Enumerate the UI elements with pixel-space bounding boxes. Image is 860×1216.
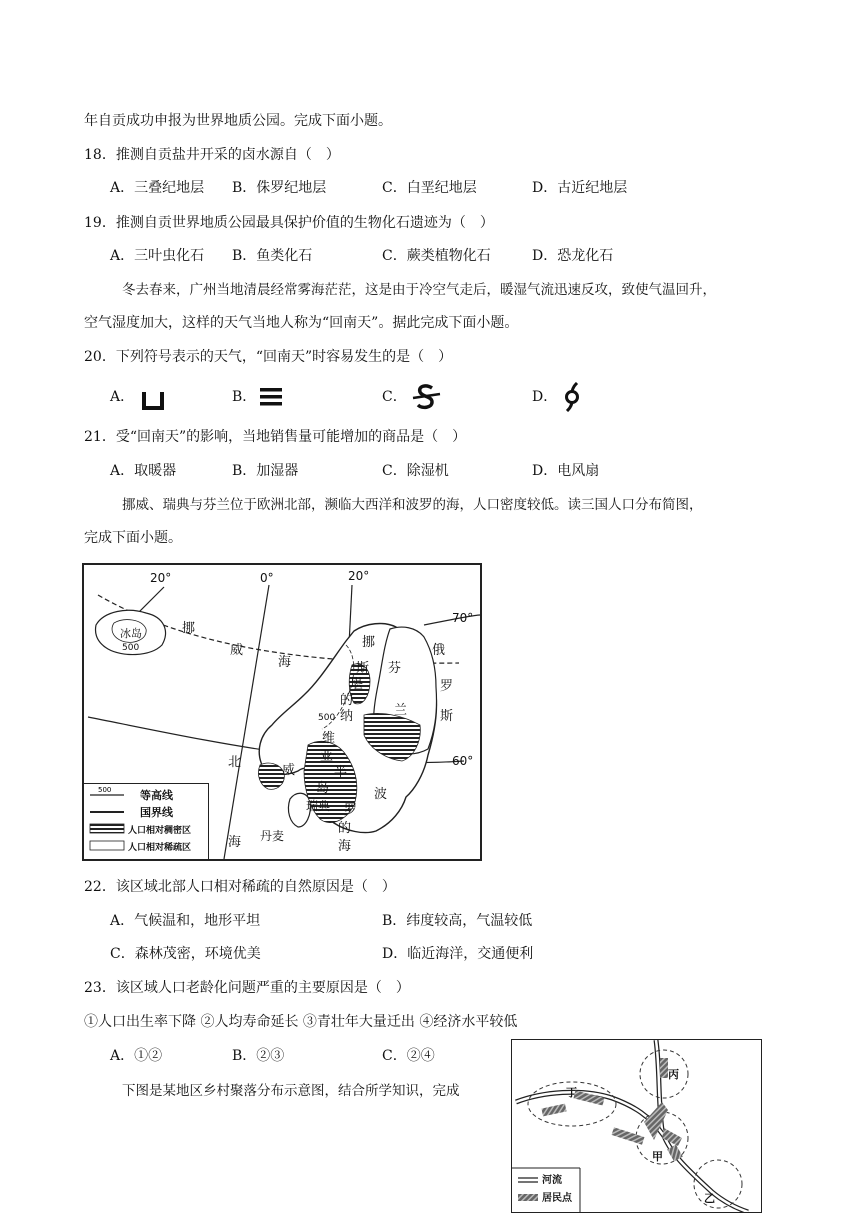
- q23-option-c[interactable]: C．②④: [382, 1048, 435, 1064]
- q19-option-b[interactable]: B．鱼类化石: [232, 248, 313, 264]
- q23-option-a[interactable]: A．①②: [110, 1048, 163, 1064]
- norway-label: 挪: [362, 635, 376, 650]
- legend-contour-label: 等高线: [140, 789, 173, 802]
- settlement-label-bing: 丙: [668, 1068, 679, 1081]
- typhoon-icon: [562, 382, 582, 412]
- norwegian-sea-label-1: 挪: [182, 621, 196, 636]
- legend-dense-label: 人口相对稠密区: [128, 826, 192, 836]
- settlement-label-ding: 丁: [566, 1086, 577, 1099]
- q23-option-b[interactable]: B．②③: [232, 1048, 285, 1064]
- sand-dust-icon: [140, 386, 166, 412]
- longitude-label-20w: 20°: [150, 571, 172, 585]
- q20-option-d[interactable]: D．: [532, 389, 558, 405]
- question-21-stem: 21．受“回南天”的影响，当地销售量可能增加的商品是（ ）: [84, 429, 467, 445]
- intro-tail: 年自贡成功申报为世界地质公园。完成下面小题。: [84, 113, 392, 129]
- scandinavia-contour-value: 500: [318, 713, 336, 723]
- iceland-contour-value: 500: [122, 643, 140, 653]
- q20-option-c[interactable]: C．: [382, 389, 407, 405]
- finland-label-2: 兰: [394, 703, 408, 718]
- baltic-sea-label-2: 罗: [344, 803, 358, 818]
- sweden-label: 瑞典: [306, 799, 331, 813]
- denmark-label: 丹麦: [260, 829, 285, 843]
- iceland-label: 冰岛: [120, 627, 142, 640]
- longitude-label-20e: 20°: [348, 569, 370, 583]
- q19-option-d[interactable]: D．恐龙化石: [532, 248, 614, 264]
- latitude-label-60: 60°: [452, 754, 474, 768]
- question-20-stem: 20．下列符号表示的天气，“回南天”时容易发生的是（ ）: [84, 349, 453, 365]
- russia-label-1: 俄: [432, 643, 446, 658]
- question-23-stem: 23．该区域人口老龄化问题严重的主要原因是（ ）: [84, 980, 410, 996]
- passage-3-line-1: 挪威、瑞典与芬兰位于欧洲北部，濒临大西洋和波罗的海，人口密度较低。读三国人口分布简图，: [122, 497, 703, 513]
- north-sea-label-2: 海: [228, 835, 242, 850]
- question-18-stem: 18．推测自贡盐井开采的卤水源自（ ）: [84, 147, 340, 163]
- q21-option-c[interactable]: C．除湿机: [382, 463, 449, 479]
- rural-settlement-map: [511, 1039, 762, 1213]
- q21-option-d[interactable]: D．电风扇: [532, 463, 600, 479]
- scandinavia-label-7: 半: [334, 765, 348, 780]
- baltic-sea-label-3: 的: [338, 821, 352, 836]
- legend-settlement-label: 居民点: [542, 1193, 572, 1204]
- legend-sparse-label: 人口相对稀疏区: [128, 843, 192, 853]
- q19-option-c[interactable]: C．蕨类植物化石: [382, 248, 491, 264]
- q21-option-b[interactable]: B．加湿器: [232, 463, 299, 479]
- q22-option-d[interactable]: D．临近海洋，交通便利: [382, 946, 534, 962]
- legend-river-label: 河流: [542, 1175, 562, 1186]
- q18-option-c[interactable]: C．白垩纪地层: [382, 180, 477, 196]
- norwegian-sea-label-2: 威: [230, 643, 244, 658]
- svg-text:500: 500: [98, 786, 112, 794]
- scandinavia-label-3: 的: [340, 693, 354, 708]
- scandinavia-label-5: 维: [322, 731, 336, 746]
- scandinavia-label-6: 亚: [320, 749, 334, 764]
- q20-option-a[interactable]: A．: [110, 389, 135, 405]
- nordic-population-map: [82, 563, 482, 861]
- finland-label-1: 芬: [388, 661, 402, 676]
- q18-option-b[interactable]: B．侏罗纪地层: [232, 180, 327, 196]
- legend-border-label: 国界线: [140, 806, 173, 819]
- longitude-label-0: 0°: [260, 571, 274, 585]
- q22-option-c[interactable]: C．森林茂密，环境优美: [110, 946, 261, 962]
- q20-option-b[interactable]: B．: [232, 389, 257, 405]
- fog-icon: [258, 384, 284, 410]
- q21-option-a[interactable]: A．取暖器: [110, 463, 177, 479]
- passage-2-line-1: 冬去春来，广州当地清晨经常雾海茫茫，这是由于冷空气走后，暖湿气流迅速反攻，致使气温回升，: [122, 282, 716, 298]
- sandstorm-icon: [410, 382, 442, 412]
- question-22-stem: 22．该区域北部人口相对稀疏的自然原因是（ ）: [84, 879, 396, 895]
- settlement-label-yi: 乙: [704, 1192, 715, 1205]
- passage-2-line-2: 空气湿度加大，这样的天气当地人称为“回南天”。据此完成下面小题。: [84, 315, 519, 331]
- question-19-stem: 19．推测自贡世界地质公园最具保护价值的生物化石遗迹为（ ）: [84, 215, 494, 231]
- scandinavia-label-2: 堪: [350, 677, 364, 692]
- baltic-sea-label-4: 海: [338, 839, 352, 854]
- q22-option-a[interactable]: A．气候温和，地形平坦: [110, 913, 261, 929]
- north-sea-label-1: 北: [228, 755, 242, 770]
- q22-option-b[interactable]: B．纬度较高，气温较低: [382, 913, 533, 929]
- question-23-items: ①人口出生率下降 ②人均寿命延长 ③青壮年大量迁出 ④经济水平较低: [84, 1014, 518, 1030]
- scandinavia-label-1: 斯: [356, 661, 370, 676]
- scandinavia-label-4: 纳: [340, 709, 354, 724]
- russia-label-3: 斯: [440, 709, 454, 724]
- q18-option-a[interactable]: A．三叠纪地层: [110, 180, 205, 196]
- baltic-sea-label-1: 波: [374, 787, 388, 802]
- norway-south-label: 威: [282, 763, 296, 778]
- passage-4-line-1: 下图是某地区乡村聚落分布示意图，结合所学知识，完成: [122, 1083, 460, 1099]
- q19-option-a[interactable]: A．三叶虫化石: [110, 248, 205, 264]
- map-legend: [84, 783, 209, 860]
- scandinavia-label-8: 岛: [316, 781, 330, 796]
- settlement-label-jia: 甲: [652, 1150, 663, 1163]
- passage-3-line-2: 完成下面小题。: [84, 530, 182, 546]
- norwegian-sea-label-3: 海: [278, 655, 292, 670]
- russia-label-2: 罗: [440, 679, 454, 694]
- q18-option-d[interactable]: D．古近纪地层: [532, 180, 628, 196]
- latitude-label-70: 70°: [452, 611, 474, 625]
